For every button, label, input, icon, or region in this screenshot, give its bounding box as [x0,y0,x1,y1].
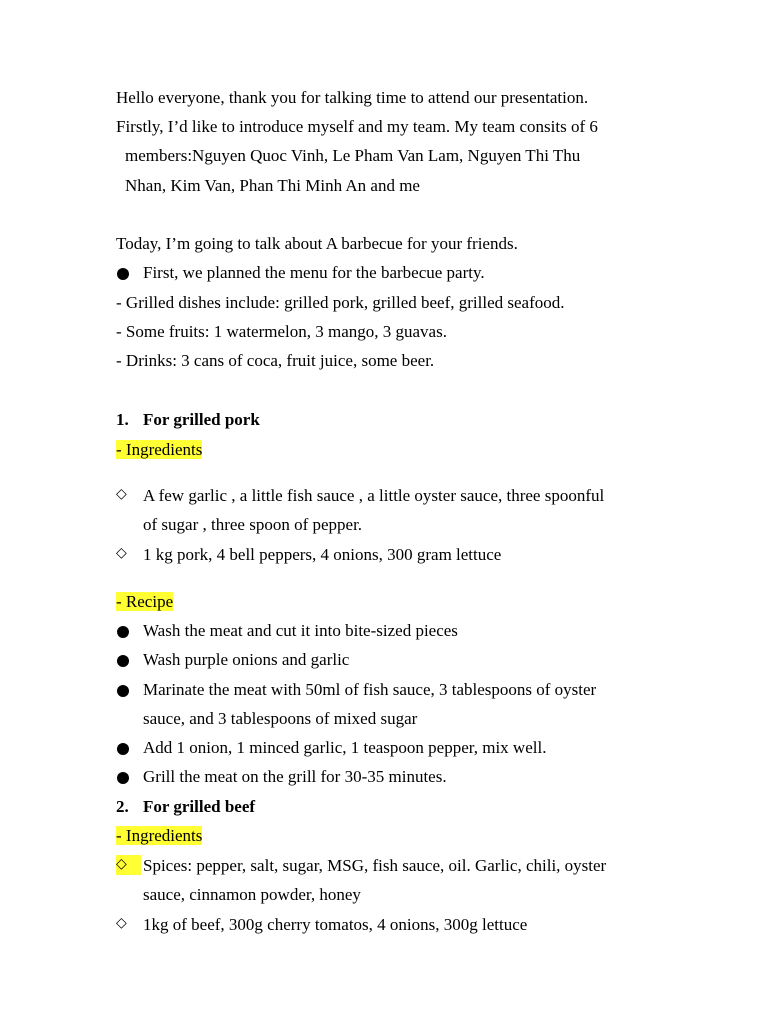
beef-ingredients-label: - Ingredients [116,826,203,845]
bullet-dot-icon [117,268,129,280]
intro-line-4: Nhan, Kim Van, Phan Thi Minh An and me [125,176,420,195]
recipe-step-2: Wash purple onions and garlic [143,650,350,669]
recipe-step-1: Wash the meat and cut it into bite-sized pieces [143,621,458,640]
beef-ingredient-1-line-2: sauce, cinnamon powder, honey [143,885,361,904]
diamond-bullet-icon: ◇ [116,546,127,561]
bullet-dot-icon [117,626,129,638]
fruits-line: - Some fruits: 1 watermelon, 3 mango, 3 guavas. [116,322,447,341]
pork-recipe-label: - Recipe [116,592,174,611]
grilled-dishes-line: - Grilled dishes include: grilled pork, grilled beef, grilled seafood. [116,293,565,312]
drinks-line: - Drinks: 3 cans of coca, fruit juice, some beer. [116,351,435,370]
bullet-dot-icon [117,655,129,667]
bullet-dot-icon [117,772,129,784]
diamond-bullet-icon: ◇ [116,487,127,502]
section-title-beef: For grilled beef [143,797,256,816]
intro-line-1: Hello everyone, thank you for talking time to attend our presentation. [116,88,589,107]
beef-ingredient-1-line-1: Spices: pepper, salt, sugar, MSG, fish sauce, oil. Garlic, chili, oyster [143,856,607,875]
menu-bullet-text: First, we planned the menu for the barbecue party. [143,263,485,282]
section-number: 1. [116,410,129,429]
diamond-bullet-icon: ◇ [116,855,141,875]
recipe-step-3-line-2: sauce, and 3 tablespoons of mixed sugar [143,709,418,728]
pork-ingredient-1-line-1: A few garlic , a little fish sauce , a little oyster sauce, three spoonful [143,486,605,505]
intro-line-2: Firstly, I’d like to introduce myself and my team. My team consits of 6 [116,117,598,136]
section-title-pork: For grilled pork [143,410,260,429]
topic-line: Today, I’m going to talk about A barbecue for your friends. [116,234,518,253]
recipe-step-4: Add 1 onion, 1 minced garlic, 1 teaspoon pepper, mix well. [143,738,547,757]
recipe-step-5: Grill the meat on the grill for 30-35 minutes. [143,767,447,786]
bullet-dot-icon [117,743,129,755]
bullet-dot-icon [117,685,129,697]
recipe-step-3-line-1: Marinate the meat with 50ml of fish sauce, 3 tablespoons of oyster [143,680,597,699]
intro-line-3: members:Nguyen Quoc Vinh, Le Pham Van Lam, Nguyen Thi Thu [125,146,581,165]
beef-ingredient-2: 1kg of beef, 300g cherry tomatos, 4 onions, 300g lettuce [143,915,528,934]
pork-ingredient-1-line-2: of sugar , three spoon of pepper. [143,515,363,534]
pork-ingredient-2: 1 kg pork, 4 bell peppers, 4 onions, 300 gram lettuce [143,545,502,564]
pork-ingredients-label: - Ingredients [116,440,203,459]
diamond-bullet-icon: ◇ [116,916,127,931]
section-number: 2. [116,797,129,816]
